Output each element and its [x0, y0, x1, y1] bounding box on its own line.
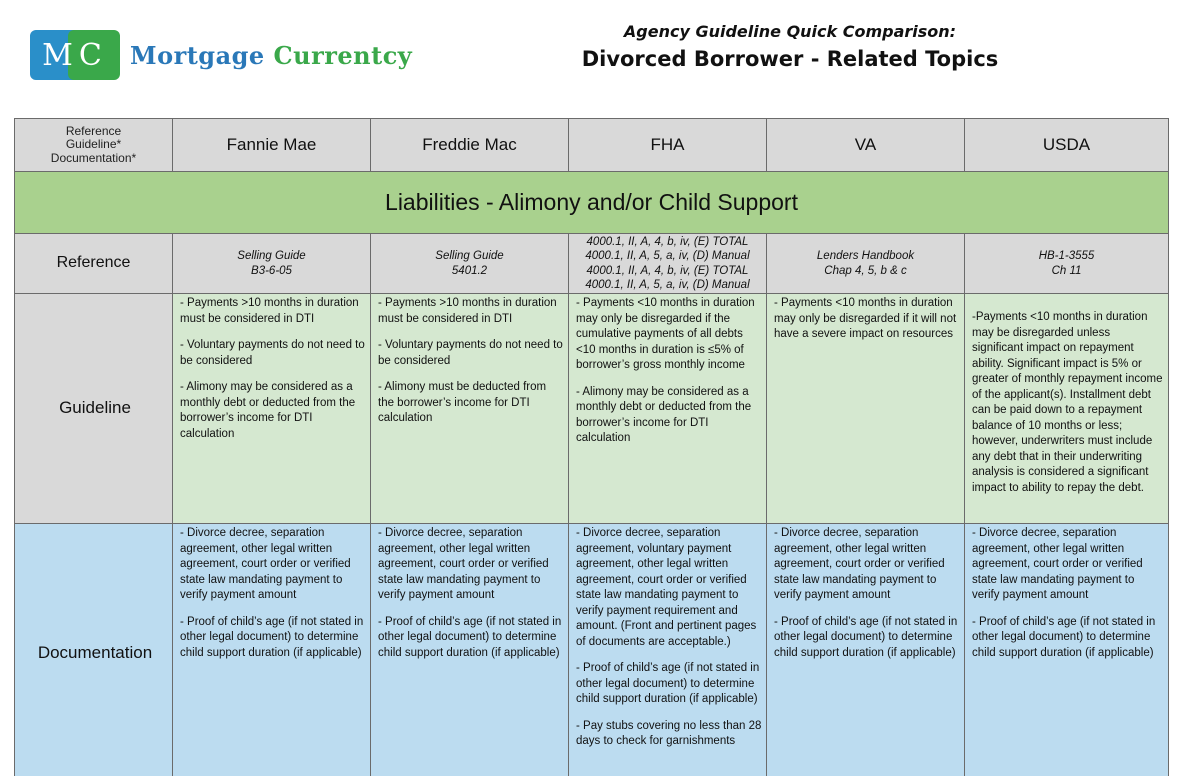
reference-cell-fha	[569, 234, 767, 294]
section-band-row	[15, 172, 1169, 234]
documentation-text: - Proof of child’s age (if not stated in other legal document) to determine child support duration (if applicable)	[774, 615, 958, 659]
documentation-cell-freddie	[371, 524, 569, 776]
logo-word-1: Mortgage	[130, 40, 265, 70]
reference-line: 5401.2	[451, 264, 488, 277]
reference-cell-fannie	[173, 234, 371, 294]
guideline-cell-freddie	[371, 294, 569, 524]
reference-row	[15, 234, 1169, 294]
guideline-text: - Alimony may be considered as a monthly debt or deducted from the borrower’s income for DTI calculation	[576, 385, 752, 445]
guideline-cell-fha	[569, 294, 767, 524]
reference-line: Selling Guide	[237, 249, 306, 262]
guideline-text: - Payments >10 months in duration must be considered in DTI	[180, 297, 359, 325]
reference-line: Chap 4, 5, b & c	[824, 264, 907, 277]
reference-line: 4000.1, II, A, 4, b, iv, (E) TOTAL	[586, 235, 749, 248]
guideline-row	[15, 294, 1169, 524]
documentation-row	[15, 524, 1169, 776]
logo-wordmark	[130, 41, 412, 70]
row-label-documentation: Documentation	[15, 524, 173, 776]
document-main-title: Divorced Borrower - Related Topics	[581, 47, 999, 71]
guideline-text: - Alimony must be deducted from the borrower’s income for DTI calculation	[378, 381, 547, 425]
documentation-text: - Proof of child’s age (if not stated in other legal document) to determine child support duration (if applicable)	[576, 662, 760, 706]
legend-line: Guideline*	[65, 137, 122, 152]
documentation-cell-usda	[965, 524, 1169, 776]
table-header-row	[15, 119, 1169, 172]
guideline-cell-fannie	[173, 294, 371, 524]
reference-cell-freddie	[371, 234, 569, 294]
documentation-text: - Divorce decree, separation agreement, voluntary payment agreement, other legal written agreement, court order or verified state law mandating payment to verify payment requirement and amount. (Front and pertinent pages of documents are acceptable.)	[576, 527, 757, 648]
column-header-va: VA	[767, 119, 965, 172]
guideline-cell-va	[767, 294, 965, 524]
documentation-text: - Pay stubs covering no less than 28 days to check for garnishments	[576, 719, 762, 748]
legend-line: Documentation*	[50, 150, 137, 165]
legend-line: Reference	[65, 124, 122, 139]
reference-line: Lenders Handbook	[816, 249, 915, 262]
guideline-text: - Payments <10 months in duration may only be disregarded if it will not have a severe impact on resources	[774, 297, 957, 341]
logo-badge-text: MC	[42, 37, 108, 73]
guideline-text: - Payments <10 months in duration may only be disregarded if the cumulative payments of all debts <10 months in duration is ≤5% of borrower’s gross monthly income	[576, 297, 755, 372]
reference-cell-usda	[965, 234, 1169, 294]
column-header-usda: USDA	[965, 119, 1169, 172]
reference-legend-cell	[15, 119, 173, 172]
reference-line: B3-6-05	[251, 264, 292, 277]
documentation-cell-fha	[569, 524, 767, 776]
documentation-text: - Proof of child’s age (if not stated in other legal document) to determine child support duration (if applicable)	[378, 615, 562, 659]
reference-line: 4000.1, II, A, 5, a, iv, (D) Manual	[585, 250, 750, 263]
mortgage-currentcy-logo	[30, 30, 412, 80]
column-header-fannie-mae: Fannie Mae	[173, 119, 371, 172]
documentation-text: - Proof of child’s age (if not stated in other legal document) to determine child support duration (if applicable)	[972, 615, 1156, 659]
document-subtitle: Agency Guideline Quick Comparison:	[623, 22, 957, 41]
row-label-reference: Reference	[15, 234, 173, 294]
reference-cell-va	[767, 234, 965, 294]
guideline-text: -Payments <10 months in duration may be disregarded unless significant impact on repayment ability. Significant impact is 5% or greater of monthly repayment income of the applicant(s). Installment debt can be paid down to a repayment balance of 10 months or less; however, underwriters must include any debt that in their underwriting analysis is considered a significant impact to ability to repay the debt.	[972, 311, 1163, 494]
guideline-text: - Alimony may be considered as a monthly debt or deducted from the borrower’s income for DTI calculation	[180, 381, 356, 440]
guideline-text: - Voluntary payments do not need to be considered	[378, 339, 563, 367]
section-title: Liabilities - Alimony and/or Child Support	[15, 172, 1169, 234]
guideline-cell-usda	[965, 294, 1169, 524]
reference-line: Selling Guide	[435, 249, 504, 262]
documentation-text: - Divorce decree, separation agreement, other legal written agreement, court order or verified state law mandating payment to verify payment amount	[774, 527, 945, 602]
document-title	[560, 22, 1020, 71]
mc-badge-icon	[30, 30, 120, 80]
column-header-fha: FHA	[569, 119, 767, 172]
documentation-cell-fannie	[173, 524, 371, 776]
reference-line: Ch 11	[1051, 264, 1082, 277]
guideline-text: - Payments >10 months in duration must be considered in DTI	[378, 297, 557, 325]
reference-line: 4000.1, II, A, 4, b, iv, (E) TOTAL	[586, 264, 749, 277]
row-label-guideline: Guideline	[15, 294, 173, 524]
documentation-text: - Divorce decree, separation agreement, other legal written agreement, court order or verified state law mandating payment to verify payment amount	[972, 527, 1143, 602]
logo-word-2: Currentcy	[273, 40, 413, 70]
documentation-cell-va	[767, 524, 965, 776]
guideline-text: - Voluntary payments do not need to be considered	[180, 339, 365, 367]
documentation-text: - Divorce decree, separation agreement, other legal written agreement, court order or verified state law mandating payment to verify payment amount	[378, 527, 549, 602]
documentation-text: - Divorce decree, separation agreement, other legal written agreement, court order or verified state law mandating payment to verify payment amount	[180, 527, 351, 602]
documentation-text: - Proof of child’s age (if not stated in other legal document) to determine child support duration (if applicable)	[180, 615, 364, 659]
comparison-table	[14, 118, 1168, 776]
reference-line: HB-1-3555	[1038, 249, 1095, 262]
column-header-freddie-mac: Freddie Mac	[371, 119, 569, 172]
reference-line: 4000.1, II, A, 5, a, iv, (D) Manual	[585, 278, 750, 291]
